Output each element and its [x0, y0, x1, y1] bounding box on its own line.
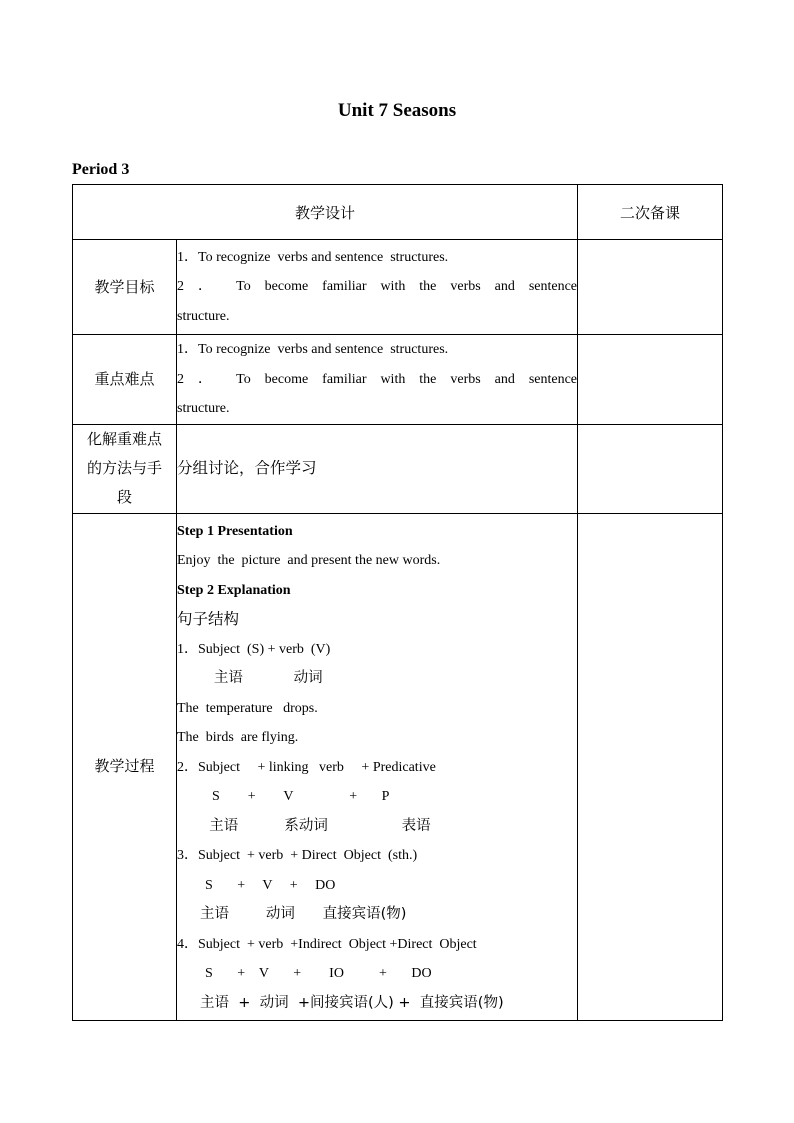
content-line: 主语 系动词 表语	[177, 817, 431, 834]
row-content	[177, 335, 578, 425]
table-row-methods	[73, 424, 723, 513]
content-line: 分组讨论，合作学习	[177, 458, 317, 477]
table-row-objectives	[73, 240, 723, 335]
content-line: S + V + IO + DO	[177, 966, 432, 981]
row-content	[177, 424, 578, 513]
period-heading: Period 3	[72, 161, 130, 178]
row-label: 化解重难点的方法与手段	[73, 424, 177, 513]
content-line: 1．To recognize verbs and sentence structures.	[177, 342, 449, 357]
content-line: S + V + DO	[177, 877, 336, 893]
content-line: 1．To recognize verbs and sentence structures.	[177, 249, 449, 265]
document-title: Unit 7 Seasons	[337, 100, 457, 121]
row-label: 教学过程	[73, 513, 177, 1021]
content-line: 1．Subject (S) + verb (V)	[177, 641, 331, 657]
row-label: 重点难点	[73, 335, 177, 425]
row-content	[177, 240, 578, 335]
content-line: 2 ． To become familiar with the verbs and sentence	[177, 371, 578, 387]
header-teaching-design: 教学设计	[73, 185, 578, 240]
row-notes	[578, 513, 723, 1021]
step-heading: Step 1 Presentation	[177, 523, 293, 539]
content-line: Enjoy the picture and present the new words.	[177, 553, 441, 568]
header-second-prep: 二次备课	[578, 185, 723, 240]
content-line: S + V + P	[177, 789, 390, 804]
content-line: 主语 动词	[177, 670, 323, 686]
row-label: 教学目标	[73, 240, 177, 335]
row-notes	[578, 335, 723, 425]
row-notes	[578, 240, 723, 335]
row-notes	[578, 424, 723, 513]
content-line: 主语 动词 直接宾语(物)	[177, 906, 407, 922]
content-line: The temperature drops.	[177, 700, 318, 716]
content-line: 2 ． To become familiar with the verbs and sentence	[177, 279, 578, 295]
content-line: 4．Subject + verb +Indirect Object +Direct Object	[177, 936, 477, 952]
content-line: 主语 + 动词 +间接宾语(人) + 直接宾语(物)	[177, 994, 504, 1011]
table-row-key-points	[73, 335, 723, 425]
content-line: 句子结构	[177, 610, 240, 628]
content-line: structure.	[177, 308, 230, 324]
row-content	[177, 513, 578, 1021]
content-line: 3．Subject + verb + Direct Object (sth.)	[177, 848, 418, 863]
content-line: structure.	[177, 401, 230, 416]
step-heading: Step 2 Explanation	[177, 582, 291, 598]
content-line: The birds are flying.	[177, 730, 299, 745]
lesson-plan-table	[72, 184, 723, 1021]
table-row-process	[73, 513, 723, 1021]
content-line: 2．Subject + linking verb + Predicative	[177, 759, 436, 775]
table-header-row	[73, 185, 723, 240]
